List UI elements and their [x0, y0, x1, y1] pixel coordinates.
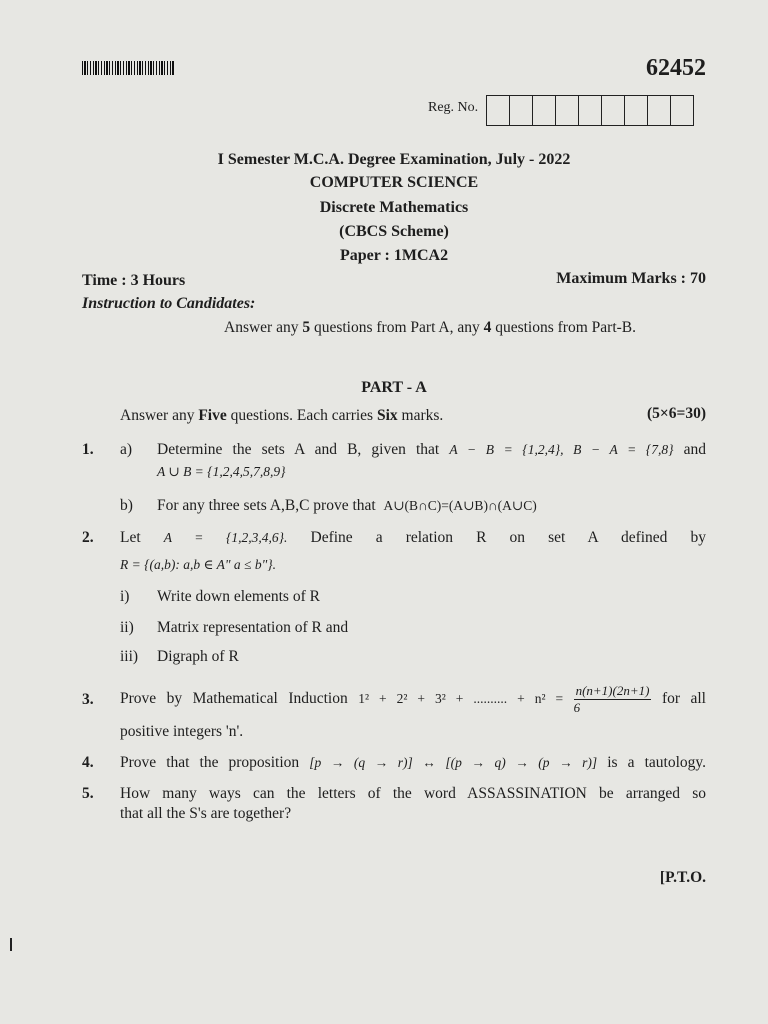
math-expression: 1² + 2² + 3² + .......... + n² =: [358, 691, 564, 706]
reg-no-box: [555, 95, 580, 126]
course-title: Discrete Mathematics: [319, 199, 469, 216]
subpart-label: iii): [120, 648, 139, 665]
intro-count: Five: [198, 407, 227, 424]
part-a-heading: PART - A: [361, 379, 427, 396]
math-expression: A∪(B∩C)=(A∪B)∩(A∪C): [383, 498, 537, 513]
instruction-part: questions from Part A, any: [310, 319, 484, 336]
reg-no-box: [624, 95, 649, 126]
reg-no-boxes: [487, 95, 694, 126]
question-text: positive integers 'n'.: [120, 723, 244, 740]
subpart-text: Write down elements of R: [157, 588, 320, 605]
scan-mark: [10, 938, 12, 951]
reg-no-box: [601, 95, 626, 126]
math-expression: [p → (q → r)] ↔ [(p → q) → (p → r)]: [309, 755, 598, 770]
exam-title: I Semester M.C.A. Degree Examination, July - 2022: [217, 151, 571, 168]
subject-title: COMPUTER SCIENCE: [309, 174, 479, 191]
question-text: Prove that the proposition: [120, 754, 300, 771]
subpart-label: i): [120, 588, 130, 605]
question-1b-line: [157, 496, 537, 516]
question-text: For any three sets A,B,C prove that: [157, 497, 376, 514]
question-3-line: [120, 682, 706, 716]
question-text: Define a relation R on set A defined by: [310, 529, 706, 546]
intro-marks-each: Six: [376, 407, 398, 424]
question-number: 3.: [82, 691, 94, 708]
question-text: is a tautology.: [607, 754, 707, 771]
reg-no-label: Reg. No.: [428, 100, 479, 115]
barcode-icon: [82, 61, 175, 75]
question-1a-line: [157, 440, 706, 460]
part-a-intro: [120, 406, 443, 426]
instruction-count-b: 4: [483, 319, 492, 336]
paper-code: 62452: [646, 55, 706, 81]
question-text: Let: [120, 529, 141, 546]
scheme-title: (CBCS Scheme): [339, 223, 449, 240]
question-text: and: [683, 441, 706, 458]
paper-title: Paper : 1MCA2: [339, 247, 449, 264]
instruction-count-a: 5: [302, 319, 311, 336]
question-text: Determine the sets A and B, given that: [157, 441, 440, 458]
question-text: for all: [661, 690, 706, 707]
subpart-label: b): [120, 497, 133, 514]
time-label: Time : 3 Hours: [82, 272, 186, 289]
question-text: that all the S's are together?: [120, 805, 292, 822]
math-expression: A = {1,2,3,4,6}.: [163, 530, 288, 545]
instruction-heading: Instruction to Candidates:: [82, 295, 256, 312]
question-number: 4.: [82, 754, 94, 771]
subpart-text: Matrix representation of R and: [157, 619, 349, 636]
fraction: [574, 683, 652, 716]
question-number: 1.: [82, 441, 94, 458]
reg-no-box: [670, 95, 695, 126]
question-text: How many ways can the letters of the word ASSASSINATION be arranged so: [120, 785, 706, 802]
reg-no-box: [647, 95, 672, 126]
question-number: 5.: [82, 785, 94, 802]
part-a-marks: (5×6=30): [647, 405, 706, 422]
question-4-line: [120, 753, 706, 773]
intro-part: questions. Each carries: [226, 407, 377, 424]
reg-no-box: [578, 95, 603, 126]
math-expression: R = {(a,b): a,b ∈ A" a ≤ b"}.: [120, 557, 277, 572]
math-expression: A − B = {1,2,4}, B − A = {7,8}: [449, 442, 674, 457]
question-text: Prove by Mathematical Induction: [120, 690, 348, 707]
page-turn-note: [P.T.O.: [659, 869, 706, 886]
subpart-text: Digraph of R: [157, 648, 239, 665]
subpart-label: ii): [120, 619, 134, 636]
subpart-label: a): [120, 441, 133, 458]
max-marks-label: Maximum Marks : 70: [556, 270, 706, 287]
reg-no-box: [486, 95, 511, 126]
instruction-part: Answer any: [224, 319, 303, 336]
fraction-denominator: 6: [573, 699, 581, 715]
reg-no-box: [532, 95, 557, 126]
question-number: 2.: [82, 529, 94, 546]
math-expression: A ∪ B = {1,2,4,5,7,8,9}: [157, 464, 286, 479]
fraction-numerator: n(n+1)(2n+1): [575, 682, 650, 698]
intro-part: marks.: [397, 407, 444, 424]
intro-part: Answer any: [120, 407, 199, 424]
question-2-line: [120, 528, 706, 548]
instruction-text: [224, 318, 636, 338]
reg-no-box: [509, 95, 534, 126]
instruction-part: questions from Part-B.: [491, 319, 636, 336]
